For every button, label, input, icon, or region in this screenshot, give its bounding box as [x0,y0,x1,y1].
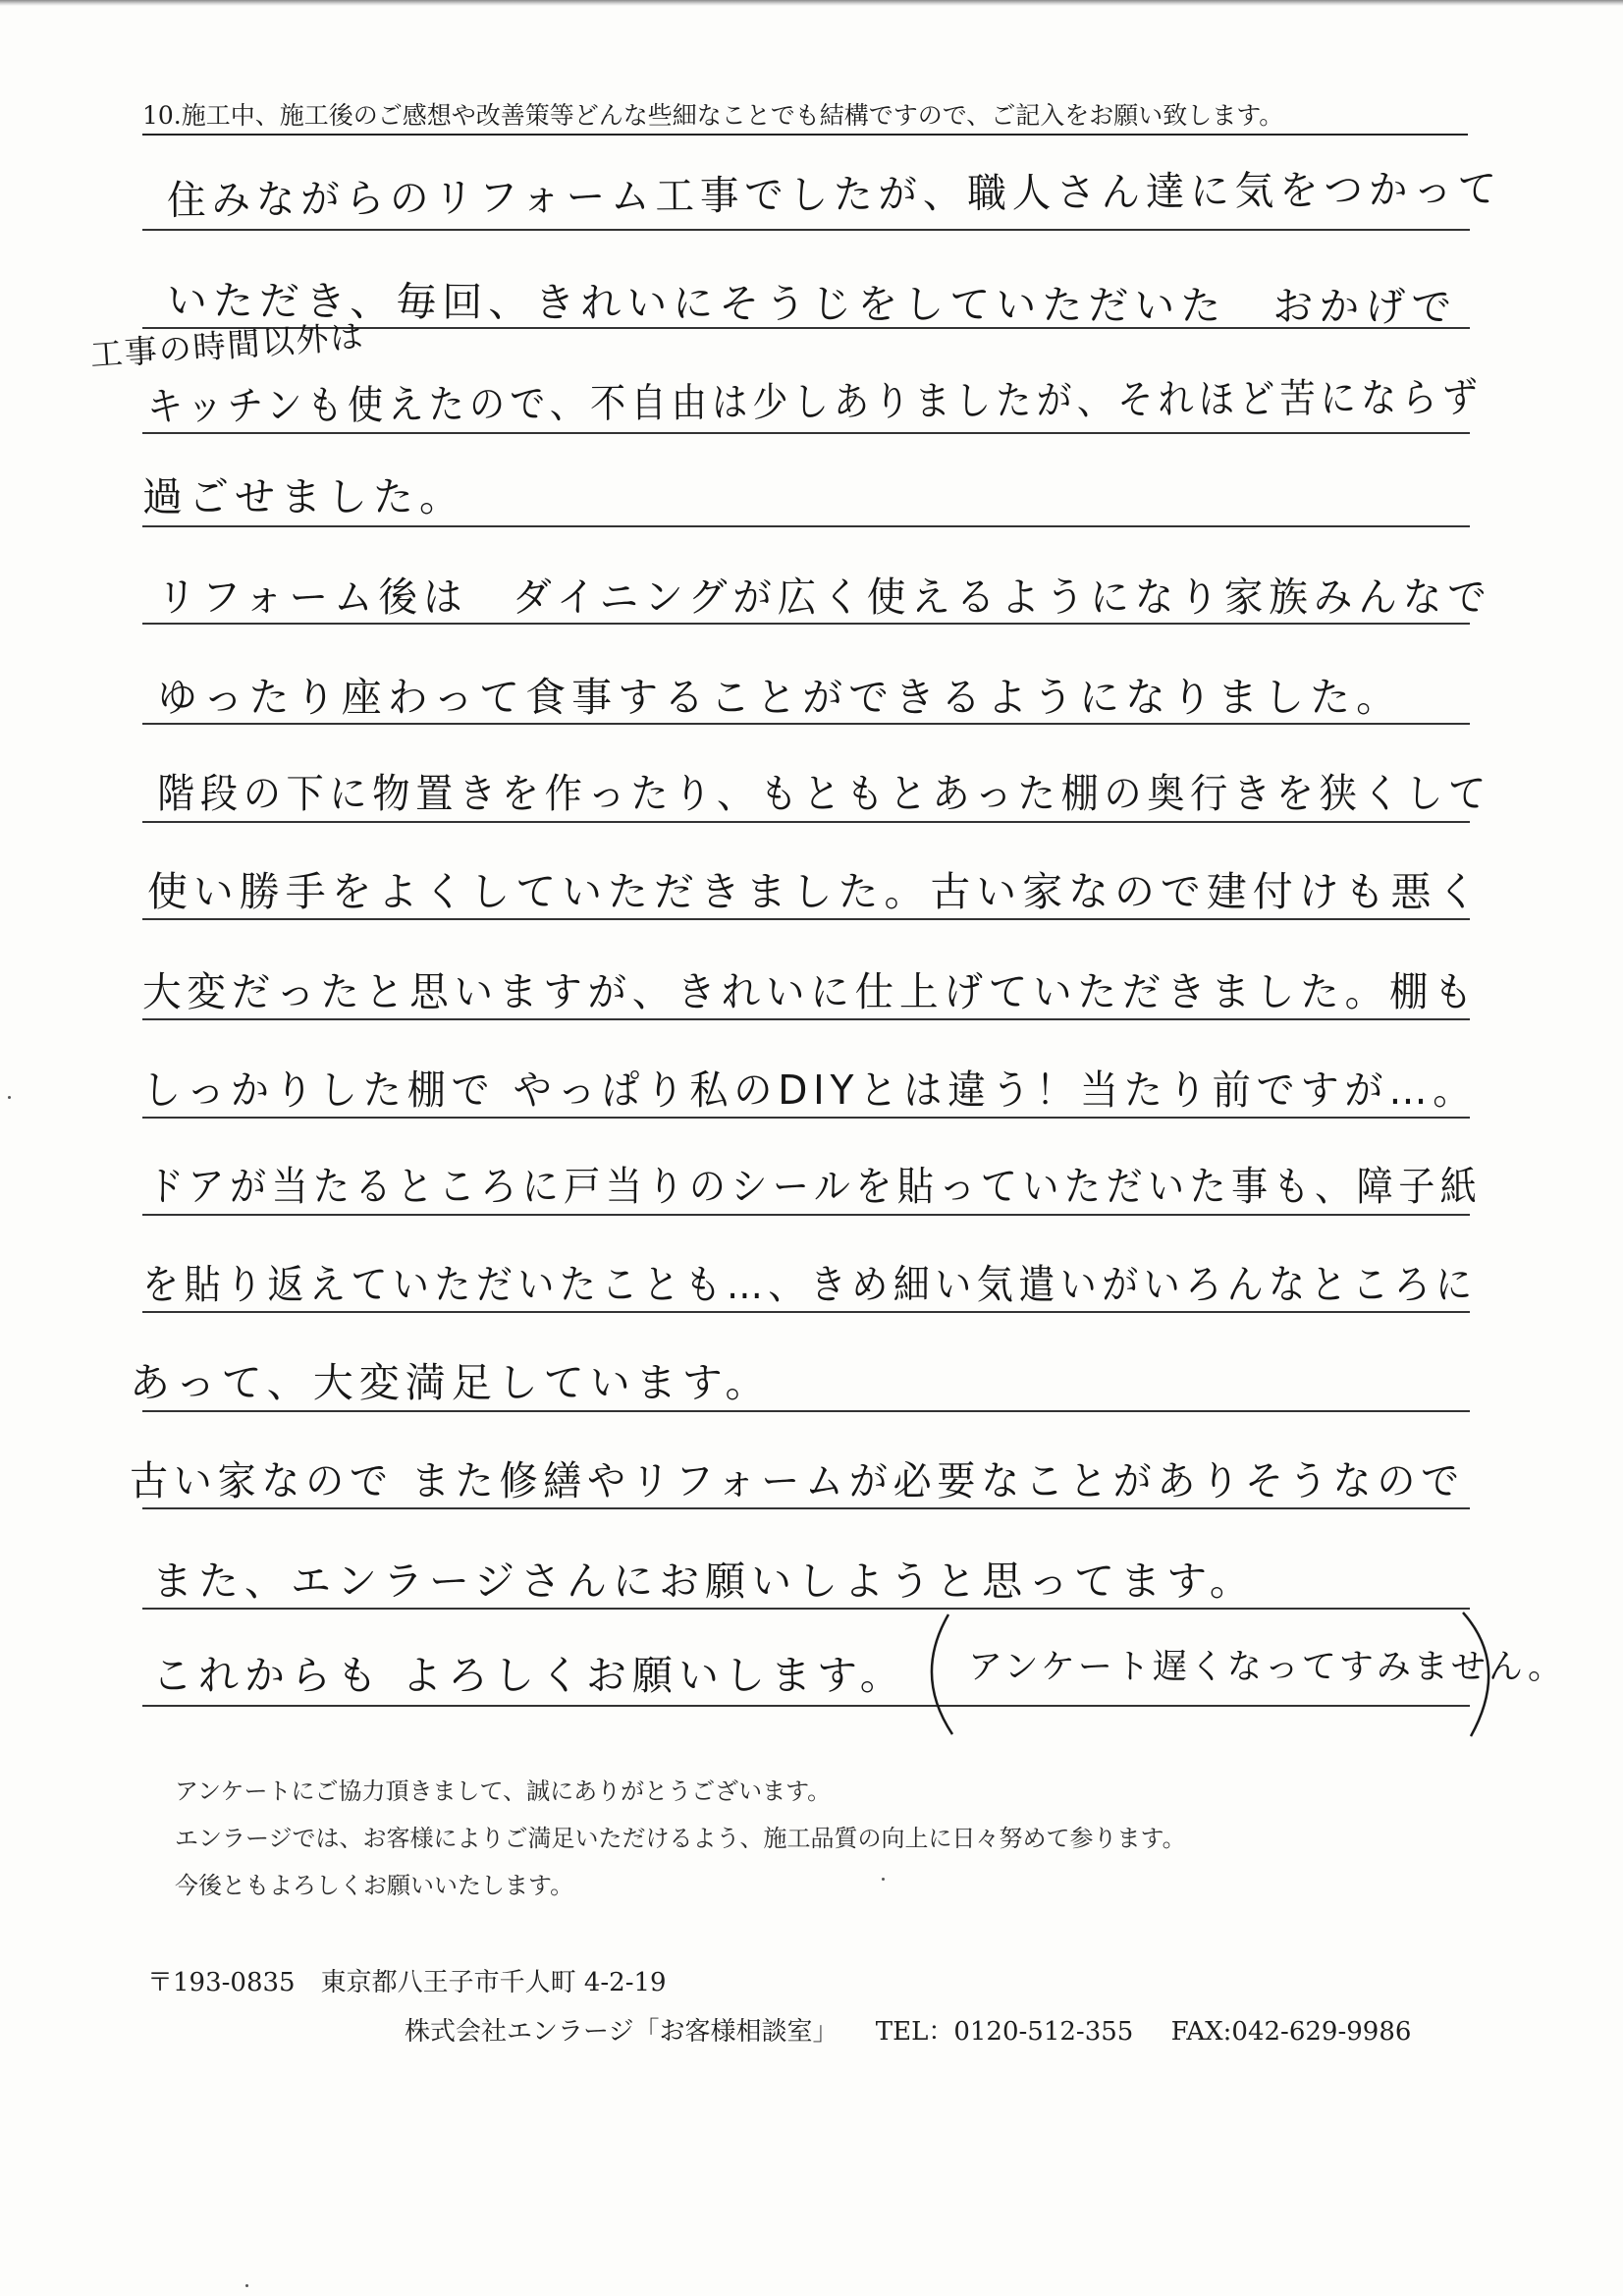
writing-line [142,623,1470,625]
answer-line-9: 大変だったと思いますが、きれいに仕上げていただきました。棚も [142,968,1479,1015]
writing-line [142,229,1470,231]
writing-line [142,723,1470,725]
inserted-note: 工事の時間以外は [88,316,366,374]
writing-line [142,525,1470,527]
writing-line [142,1117,1470,1119]
answer-line-3: キッチンも使えたので、不自由は少しありましたが、それほど苦にならず [146,373,1484,430]
question-prompt: 10.施工中、施工後のご感想や改善策等どんな些細なことでも結構ですので、ご記入をお願い致します。 [142,101,1284,130]
closing-line-1: アンケートにご協力頂きまして、誠にありがとうございます。 [175,1777,832,1805]
answer-line-4: 過ごせました。 [142,473,465,520]
scan-speck [882,1878,885,1881]
fax: FAX:042-629-9986 [1170,2017,1412,2047]
answer-line-16: これからも よろしくお願いします。 [152,1652,906,1699]
apology-note [921,1607,1566,1742]
answer-line-13: あって、大変満足しています。 [130,1359,772,1406]
answer-line-1: 住みながらのリフォーム工事でしたが、職人さん達に気をつかって [166,165,1503,224]
answer-line-15: また、エンラージさんにお願いしようと思ってます。 [152,1558,1256,1605]
company-name: 株式会社エンラージ「お客様相談室」 [405,2017,839,2047]
scan-speck [8,1096,11,1099]
apology-text: アンケート遅くなってすみません。 [968,1648,1566,1687]
postal-address: 〒193-0835 東京都八王子市千人町 4-2-19 [147,1968,667,1997]
writing-line [142,1018,1470,1020]
answer-line-12: を貼り返えていただいたことも…、きめ細い気遣いがいろんなところに [142,1261,1478,1308]
writing-line [142,918,1470,920]
answer-line-2: いただき、毎回、きれいにそうじをしていただいた おかげで [166,277,1458,331]
answer-line-6: ゆったり座わって食事することができるようになりました。 [157,674,1403,721]
writing-line [142,1410,1470,1412]
company-contact [405,2015,1411,2049]
answer-line-8: 使い勝手をよくしていただきました。古い家なので建付けも悪く [147,868,1484,915]
writing-line [142,821,1470,823]
writing-line [142,1311,1470,1313]
closing-line-2: エンラージでは、お客様によりご満足いただけるよう、施工品質の向上に日々努めて参ります。 [175,1825,1186,1852]
answer-line-7: 階段の下に物置きを作ったり、もともとあった棚の奥行きを狭くして [157,770,1492,817]
writing-line [142,1214,1470,1216]
closing-message [175,1768,1186,1909]
writing-line [142,1507,1470,1509]
writing-line [142,432,1470,434]
answer-line-11: ドアが当たるところに戸当りのシールを貼っていただいた事も、障子紙 [147,1163,1483,1210]
answer-line-10: しっかりした棚で やっぱり私のDIYとは違う！当たり前ですが…。 [142,1066,1478,1114]
scan-speck [245,2284,248,2287]
answer-line-14: 古い家なので また修繕やリフォームが必要なことがありそうなので [130,1457,1465,1504]
telephone: TEL：0120-512-355 [875,2017,1134,2047]
answer-line-5: リフォーム後は ダイニングが広く使えるようになり家族みんなで [157,574,1492,621]
closing-line-3: 今後ともよろしくお願いいたします。 [175,1872,574,1899]
